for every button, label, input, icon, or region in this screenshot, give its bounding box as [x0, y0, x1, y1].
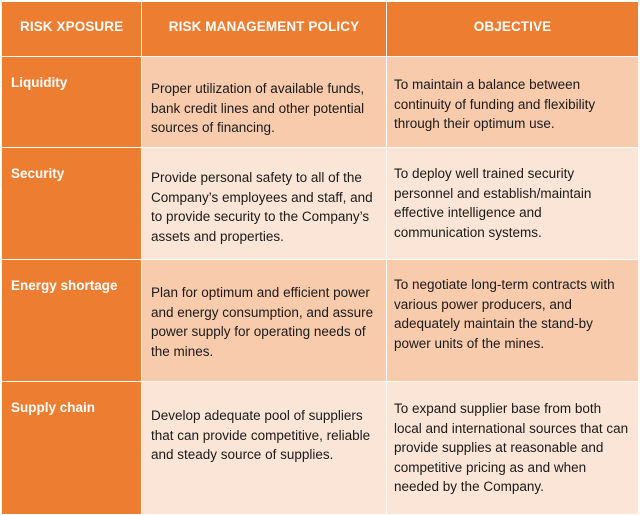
- policy-cell: Develop adequate pool of suppliers that can provide competitive, reliable and steady source of supplies.: [142, 382, 387, 515]
- objective-cell: To maintain a balance between continuity of funding and flexibility through their optimum use.: [387, 57, 639, 148]
- column-header-risk-exposure: RISK XPOSURE: [2, 2, 142, 57]
- policy-cell: Plan for optimum and efficient power and energy consumption, and assure power supply for operating needs of the mines.: [142, 260, 387, 382]
- risk-category-cell: Energy shortage: [2, 260, 142, 382]
- column-header-risk-management-policy: RISK MANAGEMENT POLICY: [142, 2, 387, 57]
- risk-category-cell: Supply chain: [2, 382, 142, 515]
- table-row: [2, 148, 639, 260]
- objective-cell: To deploy well trained security personnel and establish/maintain effective intelligence and communication systems.: [387, 148, 639, 260]
- column-header-objective: OBJECTIVE: [387, 2, 639, 57]
- objective-cell: To negotiate long-term contracts with various power producers, and adequately maintain the stand-by power units of the mines.: [387, 260, 639, 382]
- table-row: [2, 382, 639, 515]
- risk-management-table: [1, 1, 639, 515]
- policy-cell: Proper utilization of available funds, bank credit lines and other potential sources of financing.: [142, 57, 387, 148]
- objective-cell: To expand supplier base from both local and international sources that can provide supplies at reasonable and competitive pricing as and when needed by the Company.: [387, 382, 639, 515]
- risk-category-cell: Liquidity: [2, 57, 142, 148]
- risk-category-cell: Security: [2, 148, 142, 260]
- policy-cell: Provide personal safety to all of the Company’s employees and staff, and to provide security to the Company’s assets and properties.: [142, 148, 387, 260]
- table-row: [2, 57, 639, 148]
- table-row: [2, 260, 639, 382]
- table-header-row: [2, 2, 639, 57]
